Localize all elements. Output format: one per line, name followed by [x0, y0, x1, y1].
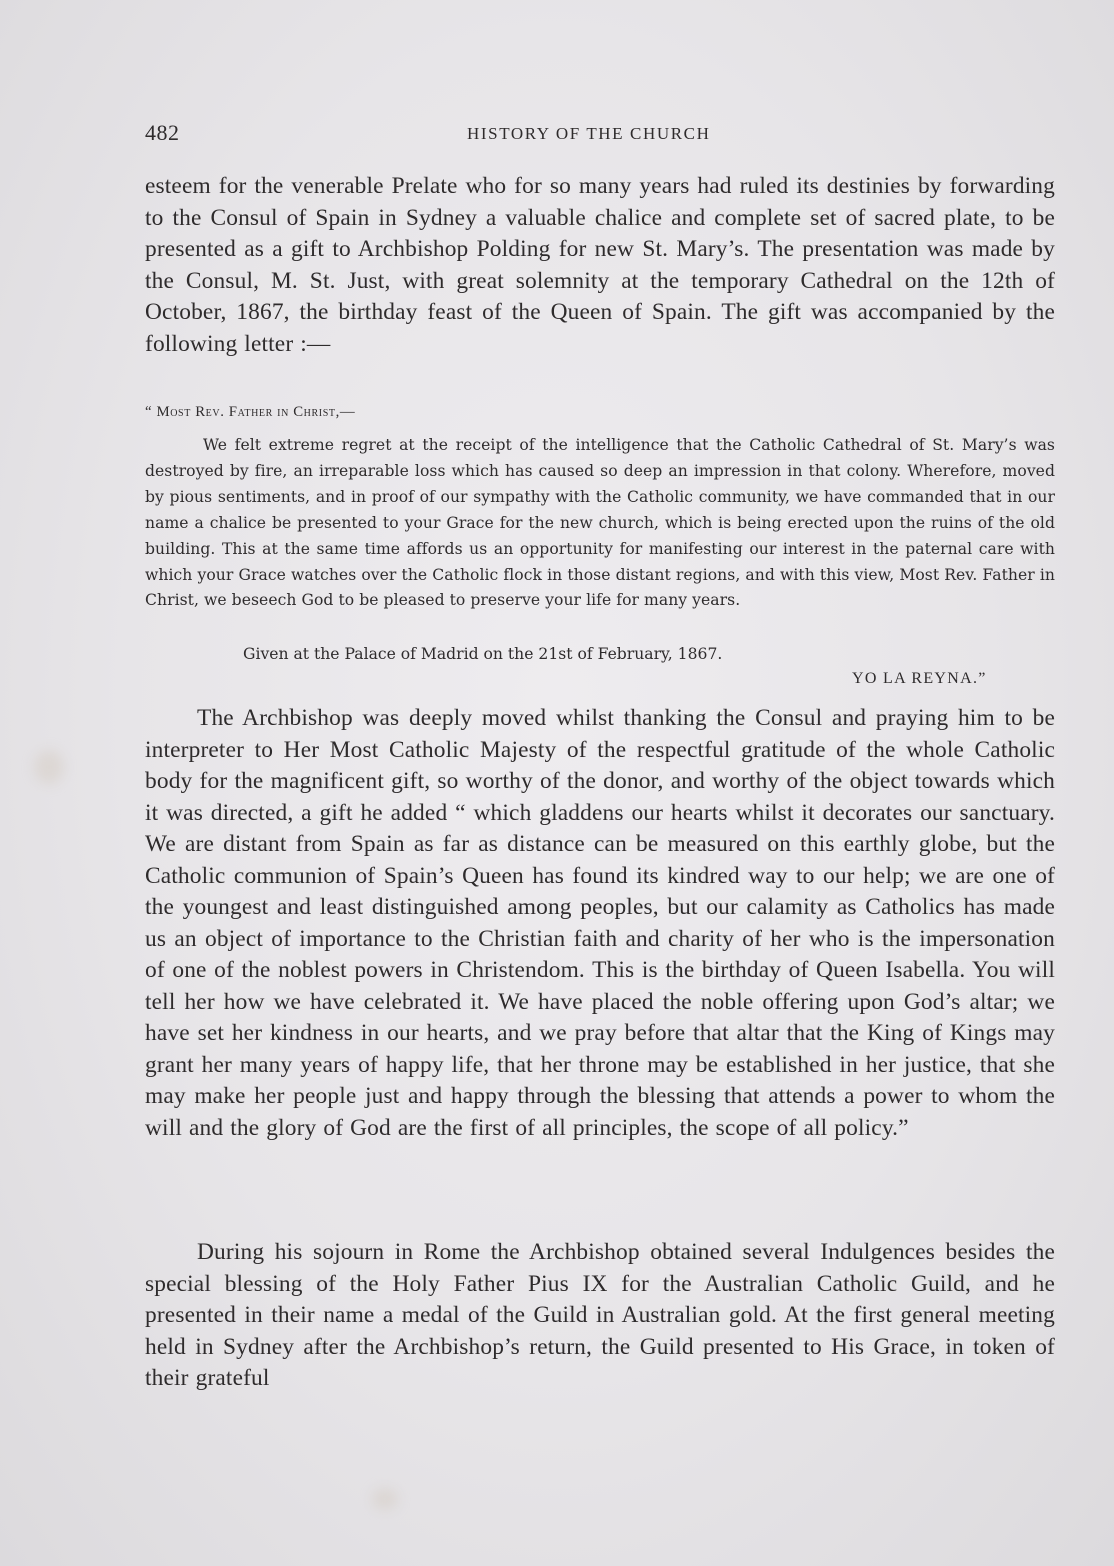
body-paragraph: During his sojourn in Rome the Archbishop obtained several Indulgences besides the special blessing of the Holy Father Pius IX for the Australian Catholic Guild, and he presented in their name a medal of the Guild in Australian gold. At the first general meeting held in Sydney after the Archbishop’s return, the Guild presented to His Grace, in token of their grateful — [145, 1239, 1055, 1391]
paper-stain — [372, 1488, 398, 1510]
letter-body: We felt extreme regret at the receipt of the intelligence that the Catholic Cathedral of St. Mary’s was destroyed by fire, an irreparable loss which has caused so deep an impression in that colony. Wherefore, moved by pious sentiments, and in proof of our sympathy with the Catholic community, we have commanded that in our name a chalice be presented to your Grace for the new church, which is being erected upon the ruins of the old building. This at the same time affords us an opportunity for manifesting our interest in the paternal care with which your Grace watches over the Catholic flock in those distant regions, and with this view, Most Rev. Father in Christ, we beseech God to be pleased to preserve your life for many years. — [145, 436, 1055, 610]
page-number: 482 — [145, 120, 180, 145]
body-paragraph: The Archbishop was deeply moved whilst thanking the Consul and praying him to be interpreter to Her Most Catholic Majesty of the respectful gratitude of the whole Catholic body for the magnificent gift, so worthy of the donor, and worthy of the object towards which it was directed, a gift he added “ which gladdens our hearts whilst it decorates our sanctuary. We are distant from Spain as far as distance can be measured on this earthly globe, but the Catholic communion of Spain’s Queen has found its kindred way to our help; we are one of the youngest and least distinguished among peoples, but our calamity as Catholics has made us an object of importance to the Christian faith and charity of her who is the impersonation of one of the noblest powers in Christendom. This is the birthday of Queen Isabella. You will tell her how we have celebrated it. We have placed the noble offering upon God’s altar; we have set her kindness in our hearts, and we pray before that altar that the King of Kings may grant her many years of happy life, that her throne may be established in her justice, that she may make her people just and happy through the blessing that attends a power to whom the will and the glory of God are the first of all principles, the scope of all policy.” — [145, 705, 1055, 1141]
letter-dateline: Given at the Palace of Madrid on the 21st of February, 1867. — [243, 645, 723, 663]
letter-signature: YO LA REYNA.” — [852, 670, 987, 687]
body-paragraph: esteem for the venerable Prelate who for so many years had ruled its destinies by forwarding to the Consul of Spain in Sydney a valuable chalice and complete set of sacred plate, to be presented as a gift to Archbishop Polding for new St. Mary’s. The presentation was made by the Consul, M. St. Just, with great solemnity at the temporary Cathedral on the 12th of October, 1867, the birthday feast of the Queen of Spain. The gift was accompanied by the following letter :— — [145, 173, 1055, 357]
letter-salutation: “ Most Rev. Father in Christ,— — [145, 404, 356, 420]
running-head — [145, 120, 905, 148]
running-title: HISTORY OF THE CHURCH — [467, 124, 711, 143]
paper-stain — [34, 750, 64, 784]
